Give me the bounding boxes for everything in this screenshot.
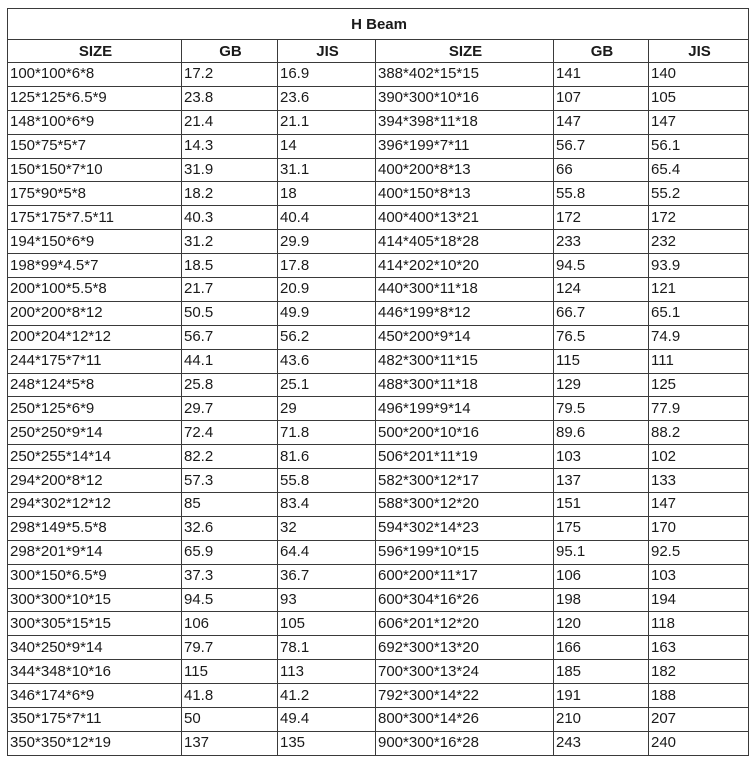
gb-right-cell: 198 xyxy=(554,588,649,612)
size-right-cell: 900*300*16*28 xyxy=(376,731,554,755)
table-row xyxy=(8,325,749,349)
table-row xyxy=(8,564,749,588)
gb-left-cell: 14.3 xyxy=(182,134,278,158)
gb-left-cell: 18.2 xyxy=(182,182,278,206)
gb-left-cell: 50 xyxy=(182,708,278,732)
header-row xyxy=(8,40,749,63)
table-row xyxy=(8,349,749,373)
jis-right-cell: 103 xyxy=(649,564,749,588)
jis-right-cell: 207 xyxy=(649,708,749,732)
gb-right-cell: 115 xyxy=(554,349,649,373)
jis-right-cell: 88.2 xyxy=(649,421,749,445)
size-left-cell: 300*150*6.5*9 xyxy=(8,564,182,588)
gb-left-cell: 31.9 xyxy=(182,158,278,182)
size-right-cell: 596*199*10*15 xyxy=(376,540,554,564)
size-left-cell: 250*255*14*14 xyxy=(8,445,182,469)
jis-right-cell: 194 xyxy=(649,588,749,612)
size-left-cell: 244*175*7*11 xyxy=(8,349,182,373)
jis-left-cell: 49.4 xyxy=(278,708,376,732)
jis-right-cell: 170 xyxy=(649,516,749,540)
gb-left-cell: 115 xyxy=(182,660,278,684)
table-row xyxy=(8,540,749,564)
jis-right-cell: 92.5 xyxy=(649,540,749,564)
jis-right-cell: 147 xyxy=(649,110,749,134)
gb-right-cell: 210 xyxy=(554,708,649,732)
size-right-cell: 446*199*8*12 xyxy=(376,301,554,325)
jis-left-cell: 56.2 xyxy=(278,325,376,349)
jis-left-cell: 17.8 xyxy=(278,254,376,278)
gb-left-cell: 23.8 xyxy=(182,86,278,110)
size-right-cell: 500*200*10*16 xyxy=(376,421,554,445)
size-left-cell: 200*204*12*12 xyxy=(8,325,182,349)
gb-left-cell: 21.4 xyxy=(182,110,278,134)
jis-right-cell: 140 xyxy=(649,63,749,87)
jis-right-cell: 172 xyxy=(649,206,749,230)
table-row xyxy=(8,660,749,684)
size-left-cell: 175*175*7.5*11 xyxy=(8,206,182,230)
gb-right-cell: 89.6 xyxy=(554,421,649,445)
header-size-right: SIZE xyxy=(376,40,554,63)
size-right-cell: 506*201*11*19 xyxy=(376,445,554,469)
gb-right-cell: 129 xyxy=(554,373,649,397)
jis-left-cell: 29.9 xyxy=(278,230,376,254)
gb-right-cell: 172 xyxy=(554,206,649,230)
size-right-cell: 600*304*16*26 xyxy=(376,588,554,612)
jis-left-cell: 43.6 xyxy=(278,349,376,373)
jis-left-cell: 40.4 xyxy=(278,206,376,230)
size-right-cell: 488*300*11*18 xyxy=(376,373,554,397)
jis-right-cell: 93.9 xyxy=(649,254,749,278)
header-gb-right: GB xyxy=(554,40,649,63)
gb-left-cell: 37.3 xyxy=(182,564,278,588)
jis-left-cell: 36.7 xyxy=(278,564,376,588)
gb-right-cell: 56.7 xyxy=(554,134,649,158)
size-left-cell: 200*100*5.5*8 xyxy=(8,278,182,302)
jis-right-cell: 125 xyxy=(649,373,749,397)
gb-left-cell: 79.7 xyxy=(182,636,278,660)
jis-left-cell: 81.6 xyxy=(278,445,376,469)
gb-left-cell: 137 xyxy=(182,731,278,755)
gb-right-cell: 191 xyxy=(554,684,649,708)
table-row xyxy=(8,110,749,134)
gb-left-cell: 31.2 xyxy=(182,230,278,254)
gb-left-cell: 82.2 xyxy=(182,445,278,469)
gb-right-cell: 151 xyxy=(554,493,649,517)
jis-right-cell: 240 xyxy=(649,731,749,755)
table-row xyxy=(8,373,749,397)
size-left-cell: 344*348*10*16 xyxy=(8,660,182,684)
header-gb-left: GB xyxy=(182,40,278,63)
gb-left-cell: 17.2 xyxy=(182,63,278,87)
size-right-cell: 496*199*9*14 xyxy=(376,397,554,421)
size-left-cell: 340*250*9*14 xyxy=(8,636,182,660)
jis-right-cell: 163 xyxy=(649,636,749,660)
size-right-cell: 588*300*12*20 xyxy=(376,493,554,517)
header-jis-right: JIS xyxy=(649,40,749,63)
gb-left-cell: 65.9 xyxy=(182,540,278,564)
table-row xyxy=(8,612,749,636)
jis-left-cell: 18 xyxy=(278,182,376,206)
gb-right-cell: 94.5 xyxy=(554,254,649,278)
size-right-cell: 482*300*11*15 xyxy=(376,349,554,373)
jis-left-cell: 93 xyxy=(278,588,376,612)
header-size-left: SIZE xyxy=(8,40,182,63)
size-left-cell: 200*200*8*12 xyxy=(8,301,182,325)
jis-right-cell: 133 xyxy=(649,469,749,493)
gb-left-cell: 72.4 xyxy=(182,421,278,445)
gb-right-cell: 66.7 xyxy=(554,301,649,325)
jis-right-cell: 77.9 xyxy=(649,397,749,421)
table-row xyxy=(8,516,749,540)
gb-right-cell: 79.5 xyxy=(554,397,649,421)
size-left-cell: 298*149*5.5*8 xyxy=(8,516,182,540)
table-row xyxy=(8,278,749,302)
jis-right-cell: 147 xyxy=(649,493,749,517)
size-left-cell: 350*175*7*11 xyxy=(8,708,182,732)
size-left-cell: 150*75*5*7 xyxy=(8,134,182,158)
size-right-cell: 400*150*8*13 xyxy=(376,182,554,206)
table-row xyxy=(8,158,749,182)
gb-right-cell: 103 xyxy=(554,445,649,469)
jis-right-cell: 65.1 xyxy=(649,301,749,325)
jis-left-cell: 135 xyxy=(278,731,376,755)
size-left-cell: 298*201*9*14 xyxy=(8,540,182,564)
jis-left-cell: 29 xyxy=(278,397,376,421)
size-right-cell: 692*300*13*20 xyxy=(376,636,554,660)
table-row xyxy=(8,230,749,254)
title-row xyxy=(8,9,749,40)
size-left-cell: 198*99*4.5*7 xyxy=(8,254,182,278)
size-right-cell: 606*201*12*20 xyxy=(376,612,554,636)
size-left-cell: 100*100*6*8 xyxy=(8,63,182,87)
gb-right-cell: 233 xyxy=(554,230,649,254)
gb-left-cell: 18.5 xyxy=(182,254,278,278)
gb-right-cell: 66 xyxy=(554,158,649,182)
size-right-cell: 700*300*13*24 xyxy=(376,660,554,684)
jis-left-cell: 105 xyxy=(278,612,376,636)
gb-left-cell: 44.1 xyxy=(182,349,278,373)
size-left-cell: 250*125*6*9 xyxy=(8,397,182,421)
jis-left-cell: 113 xyxy=(278,660,376,684)
jis-left-cell: 25.1 xyxy=(278,373,376,397)
gb-left-cell: 40.3 xyxy=(182,206,278,230)
gb-right-cell: 185 xyxy=(554,660,649,684)
size-right-cell: 394*398*11*18 xyxy=(376,110,554,134)
jis-left-cell: 71.8 xyxy=(278,421,376,445)
table-row xyxy=(8,397,749,421)
gb-left-cell: 29.7 xyxy=(182,397,278,421)
table-row xyxy=(8,254,749,278)
jis-left-cell: 83.4 xyxy=(278,493,376,517)
gb-left-cell: 50.5 xyxy=(182,301,278,325)
jis-right-cell: 188 xyxy=(649,684,749,708)
gb-left-cell: 94.5 xyxy=(182,588,278,612)
size-left-cell: 250*250*9*14 xyxy=(8,421,182,445)
gb-right-cell: 147 xyxy=(554,110,649,134)
jis-right-cell: 118 xyxy=(649,612,749,636)
jis-right-cell: 182 xyxy=(649,660,749,684)
table-row xyxy=(8,708,749,732)
gb-right-cell: 107 xyxy=(554,86,649,110)
gb-right-cell: 120 xyxy=(554,612,649,636)
size-right-cell: 594*302*14*23 xyxy=(376,516,554,540)
table-row xyxy=(8,588,749,612)
size-right-cell: 450*200*9*14 xyxy=(376,325,554,349)
size-left-cell: 346*174*6*9 xyxy=(8,684,182,708)
size-left-cell: 294*200*8*12 xyxy=(8,469,182,493)
jis-left-cell: 23.6 xyxy=(278,86,376,110)
size-right-cell: 400*400*13*21 xyxy=(376,206,554,230)
jis-left-cell: 55.8 xyxy=(278,469,376,493)
gb-right-cell: 137 xyxy=(554,469,649,493)
jis-left-cell: 49.9 xyxy=(278,301,376,325)
jis-right-cell: 74.9 xyxy=(649,325,749,349)
gb-right-cell: 175 xyxy=(554,516,649,540)
size-left-cell: 300*300*10*15 xyxy=(8,588,182,612)
size-left-cell: 350*350*12*19 xyxy=(8,731,182,755)
jis-right-cell: 56.1 xyxy=(649,134,749,158)
gb-left-cell: 106 xyxy=(182,612,278,636)
size-left-cell: 294*302*12*12 xyxy=(8,493,182,517)
table-row xyxy=(8,421,749,445)
table-row xyxy=(8,493,749,517)
jis-left-cell: 31.1 xyxy=(278,158,376,182)
table-body xyxy=(8,63,749,756)
h-beam-table xyxy=(7,8,749,756)
size-left-cell: 300*305*15*15 xyxy=(8,612,182,636)
table-row xyxy=(8,469,749,493)
table-title: H Beam xyxy=(8,9,749,40)
jis-right-cell: 105 xyxy=(649,86,749,110)
size-right-cell: 600*200*11*17 xyxy=(376,564,554,588)
size-right-cell: 396*199*7*11 xyxy=(376,134,554,158)
size-right-cell: 800*300*14*26 xyxy=(376,708,554,732)
table-row xyxy=(8,182,749,206)
jis-right-cell: 121 xyxy=(649,278,749,302)
jis-left-cell: 20.9 xyxy=(278,278,376,302)
gb-left-cell: 21.7 xyxy=(182,278,278,302)
gb-right-cell: 124 xyxy=(554,278,649,302)
gb-left-cell: 56.7 xyxy=(182,325,278,349)
table-row xyxy=(8,206,749,230)
size-left-cell: 175*90*5*8 xyxy=(8,182,182,206)
gb-right-cell: 106 xyxy=(554,564,649,588)
gb-left-cell: 85 xyxy=(182,493,278,517)
size-right-cell: 414*405*18*28 xyxy=(376,230,554,254)
size-right-cell: 390*300*10*16 xyxy=(376,86,554,110)
gb-right-cell: 76.5 xyxy=(554,325,649,349)
jis-left-cell: 78.1 xyxy=(278,636,376,660)
jis-left-cell: 32 xyxy=(278,516,376,540)
gb-left-cell: 32.6 xyxy=(182,516,278,540)
jis-right-cell: 111 xyxy=(649,349,749,373)
table-row xyxy=(8,301,749,325)
gb-left-cell: 57.3 xyxy=(182,469,278,493)
jis-left-cell: 21.1 xyxy=(278,110,376,134)
jis-left-cell: 41.2 xyxy=(278,684,376,708)
table-row xyxy=(8,63,749,87)
jis-right-cell: 65.4 xyxy=(649,158,749,182)
gb-right-cell: 95.1 xyxy=(554,540,649,564)
jis-right-cell: 102 xyxy=(649,445,749,469)
header-jis-left: JIS xyxy=(278,40,376,63)
size-right-cell: 792*300*14*22 xyxy=(376,684,554,708)
table-row xyxy=(8,731,749,755)
table-row xyxy=(8,86,749,110)
gb-right-cell: 243 xyxy=(554,731,649,755)
gb-right-cell: 166 xyxy=(554,636,649,660)
jis-right-cell: 232 xyxy=(649,230,749,254)
size-right-cell: 388*402*15*15 xyxy=(376,63,554,87)
size-left-cell: 150*150*7*10 xyxy=(8,158,182,182)
jis-left-cell: 16.9 xyxy=(278,63,376,87)
gb-right-cell: 141 xyxy=(554,63,649,87)
gb-left-cell: 41.8 xyxy=(182,684,278,708)
size-right-cell: 582*300*12*17 xyxy=(376,469,554,493)
gb-left-cell: 25.8 xyxy=(182,373,278,397)
table-row xyxy=(8,684,749,708)
jis-right-cell: 55.2 xyxy=(649,182,749,206)
size-left-cell: 248*124*5*8 xyxy=(8,373,182,397)
jis-left-cell: 64.4 xyxy=(278,540,376,564)
gb-right-cell: 55.8 xyxy=(554,182,649,206)
size-left-cell: 194*150*6*9 xyxy=(8,230,182,254)
size-right-cell: 414*202*10*20 xyxy=(376,254,554,278)
table-row xyxy=(8,134,749,158)
size-left-cell: 148*100*6*9 xyxy=(8,110,182,134)
jis-left-cell: 14 xyxy=(278,134,376,158)
table-row xyxy=(8,636,749,660)
size-left-cell: 125*125*6.5*9 xyxy=(8,86,182,110)
size-right-cell: 400*200*8*13 xyxy=(376,158,554,182)
table-row xyxy=(8,445,749,469)
size-right-cell: 440*300*11*18 xyxy=(376,278,554,302)
